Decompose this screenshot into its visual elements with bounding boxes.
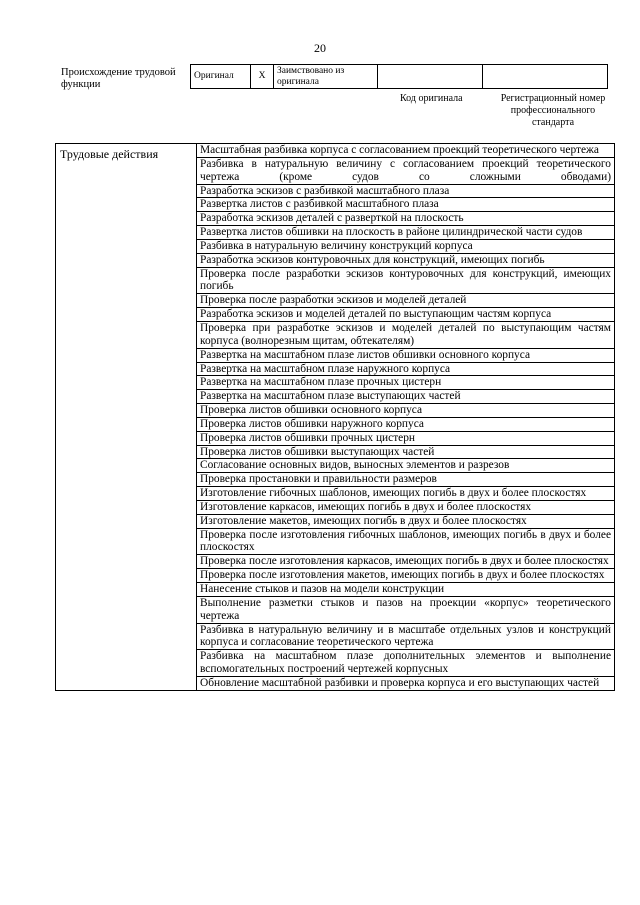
action-item: Развертка листов с разбивкой масштабного плаза xyxy=(197,198,614,212)
action-item: Разработка эскизов с разбивкой масштабного плаза xyxy=(197,185,614,199)
action-item: Развертка на масштабном плазе наружного корпуса xyxy=(197,363,614,377)
action-item: Проверка при разработке эскизов и моделей деталей по выступающим частям корпуса (волнорезным щитам, обтекателям) xyxy=(197,322,614,349)
actions-list xyxy=(197,144,614,690)
action-item: Проверка листов обшивки прочных цистерн xyxy=(197,432,614,446)
action-item: Проверка листов обшивки наружного корпуса xyxy=(197,418,614,432)
action-item: Проверка после разработки эскизов контуровочных для конструкций, имеющих погибь xyxy=(197,268,614,295)
action-item: Изготовление макетов, имеющих погибь в двух и более плоскостях xyxy=(197,515,614,529)
action-item: Масштабная разбивка корпуса с согласованием проекций теоретического чертежа xyxy=(197,144,614,158)
original-label: Оригинал xyxy=(191,65,251,89)
section-label-cell xyxy=(56,144,197,691)
page-number: 20 xyxy=(314,41,326,55)
action-item: Обновление масштабной разбивки и проверка корпуса и его выступающих частей xyxy=(200,676,600,689)
action-item: Проверка простановки и правильности размеров xyxy=(197,473,614,487)
action-item: Разработка эскизов контуровочных для конструкций, имеющих погибь xyxy=(197,254,614,268)
action-item: Проверка после разработки эскизов и моделей деталей xyxy=(197,294,614,308)
original-mark: X xyxy=(251,65,274,89)
origin-table xyxy=(190,64,608,89)
action-item: Разработка эскизов и моделей деталей по выступающим частям корпуса xyxy=(197,308,614,322)
action-item: Развертка на масштабном плазе листов обшивки основного корпуса xyxy=(197,349,614,363)
action-item: Согласование основных видов, выносных элементов и разрезов xyxy=(197,459,614,473)
action-item: Развертка листов обшивки на плоскость в районе цилиндрической части судов xyxy=(197,226,614,240)
registration-number-caption: Регистрационный номер профессионального стандарта xyxy=(500,93,606,128)
section-label: Трудовые действия xyxy=(60,147,159,161)
original-code-caption: Код оригинала xyxy=(400,93,463,104)
action-item: Проверка после изготовления макетов, имеющих погибь в двух и более плоскостях xyxy=(197,569,614,583)
action-item: Развертка на масштабном плазе прочных цистерн xyxy=(197,376,614,390)
action-item: Разбивка на масштабном плазе дополнительных элементов и выполнение вспомогательных построений чертежей корпусных xyxy=(197,650,614,677)
borrowed-label: Заимствовано из оригинала xyxy=(274,65,378,89)
origin-label: Происхождение трудовой функции xyxy=(61,67,176,90)
action-item: Изготовление гибочных шаблонов, имеющих погибь в двух и более плоскостях xyxy=(197,487,614,501)
action-item: Разбивка в натуральную величину с согласованием проекций теоретического чертежа (кроме судов со сложными обводами) xyxy=(197,158,614,185)
action-item: Разбивка в натуральную величину и в масштабе отдельных узлов и конструкций корпуса и согласование теоретического чертежа xyxy=(197,624,614,651)
action-item: Развертка на масштабном плазе выступающих частей xyxy=(197,390,614,404)
action-item: Проверка после изготовления гибочных шаблонов, имеющих погибь в двух и более плоскостях xyxy=(197,529,614,556)
action-item: Выполнение разметки стыков и пазов на проекции «корпус» теоретического чертежа xyxy=(197,597,614,624)
action-item: Разработка эскизов деталей с разверткой на плоскость xyxy=(197,212,614,226)
original-code-cell xyxy=(378,65,483,89)
action-item: Изготовление каркасов, имеющих погибь в двух и более плоскостях xyxy=(197,501,614,515)
registration-number-cell xyxy=(483,65,608,89)
action-item: Разбивка в натуральную величину конструкций корпуса xyxy=(197,240,614,254)
labor-actions-table xyxy=(55,143,615,691)
action-item: Проверка листов обшивки основного корпуса xyxy=(197,404,614,418)
actions-cell xyxy=(197,144,615,691)
action-item: Проверка после изготовления каркасов, имеющих погибь в двух и более плоскостях xyxy=(197,555,614,569)
action-item: Проверка листов обшивки выступающих частей xyxy=(197,446,614,460)
action-item: Нанесение стыков и пазов на модели конструкции xyxy=(197,583,614,597)
